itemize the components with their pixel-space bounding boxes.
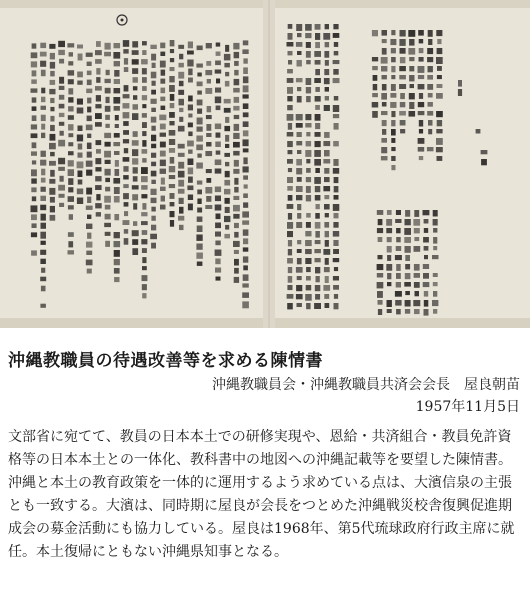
document-description: 文部省に宛てて、教員の日本本土での研修実現や、恩給・共済組合・教員免許資格等の日本本土との一体化、教科書中の地図への沖縄記載等を要望した陳情書。沖縄と本土の教育政策を一体的に運用するよう求めている点は、大濱信泉の主張とも一致する。大濱は、同時期に屋良が会長をつとめた沖縄戦災校舎復興促進期成会の募金活動にも協力している。屋良は1968年、第5代琉球政府行政主席に就任。本土復帰にともない沖縄県知事となる。 — [8, 429, 515, 560]
document-author: 沖縄教職員会・沖縄教職員共済会会長 屋良朝苗 — [212, 377, 520, 393]
document-title: 沖縄教職員の待遇改善等を求める陳情書 — [8, 351, 323, 371]
document-date: 1957年11月5日 — [415, 399, 520, 415]
